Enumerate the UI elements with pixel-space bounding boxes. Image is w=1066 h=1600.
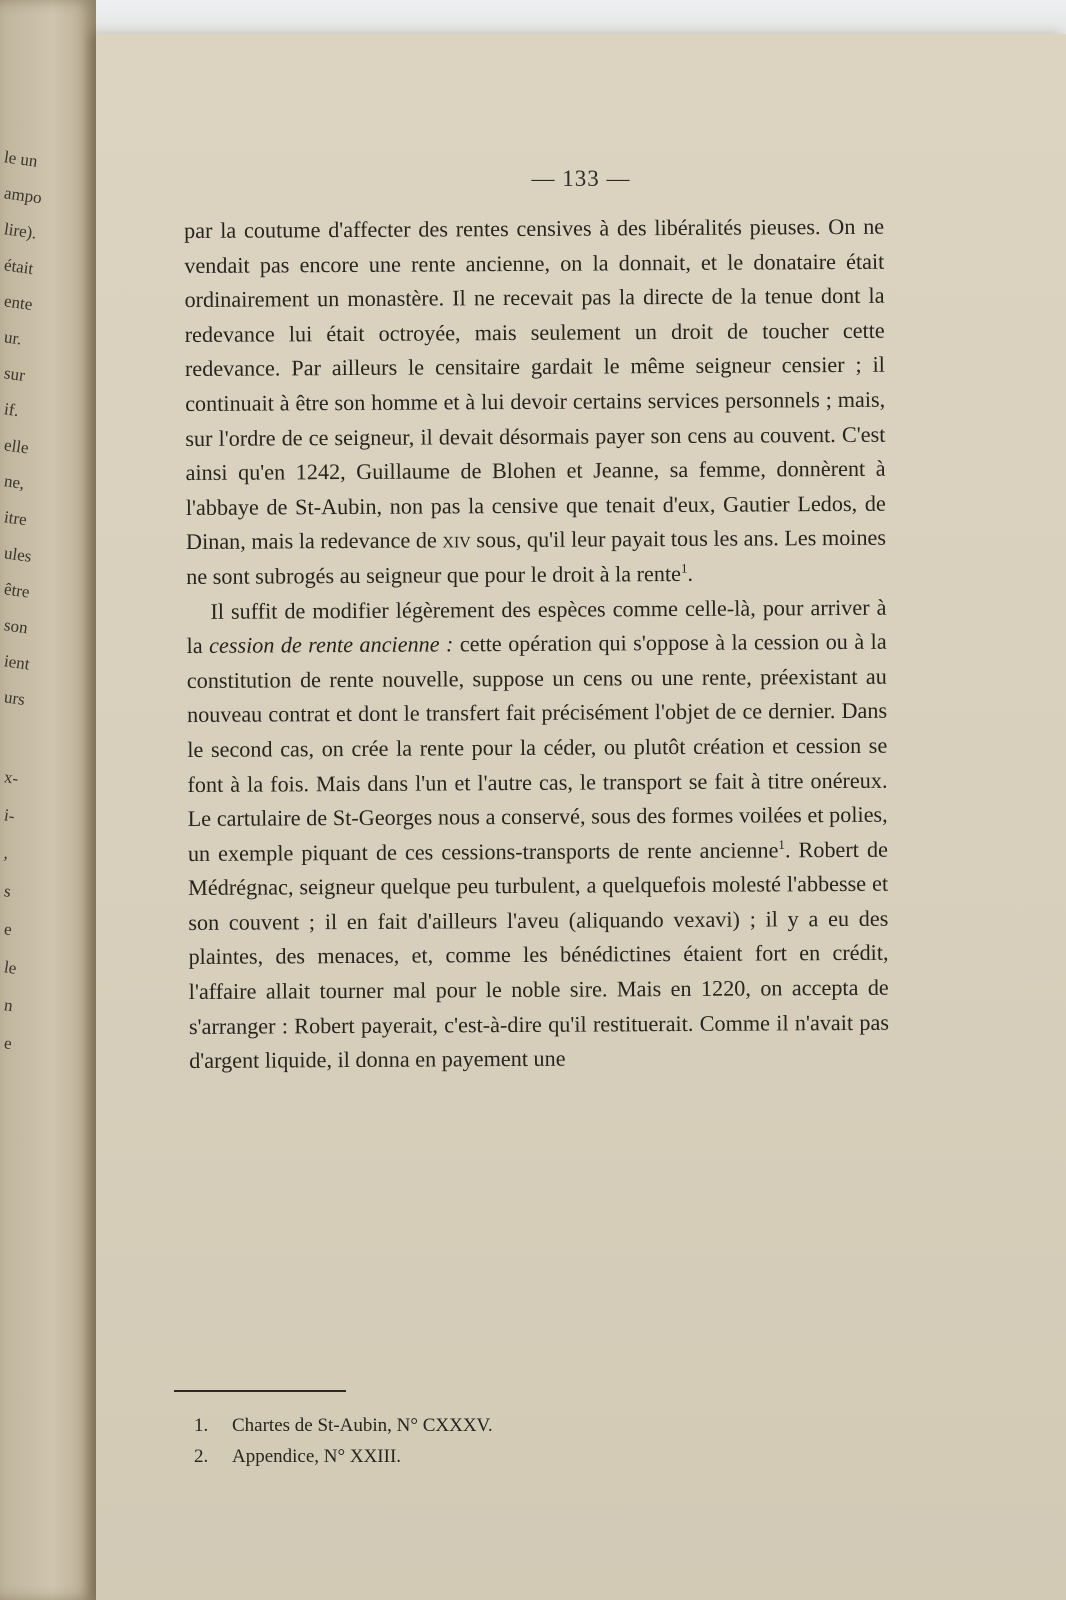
facing-page-fragment: ur.	[2, 327, 23, 349]
text-span: Il suffit de modifier légèrement des espèces comme celle-là, pour arriver à la	[186, 594, 887, 659]
text-span: xiv	[442, 527, 471, 553]
footnote-number: 2.	[194, 1446, 209, 1467]
facing-page	[0, 0, 96, 1600]
facing-page-fragment: itre	[2, 507, 29, 530]
facing-page-fragment: x-	[2, 767, 20, 789]
footnote	[194, 1441, 794, 1472]
facing-page-fragment: ules	[2, 543, 33, 566]
footnote-ref: 1	[778, 836, 785, 852]
facing-page-fragment: urs	[2, 687, 27, 710]
footnote-ref: 1	[680, 560, 688, 576]
facing-page-fragment: lire).	[2, 219, 38, 243]
facing-page-fragment: était	[2, 255, 35, 279]
footnote-text: Appendice, N° XXIII.	[232, 1446, 402, 1467]
book-page	[96, 34, 1066, 1600]
facing-page-fragment: elle	[2, 435, 30, 458]
facing-page-fragment: le un	[2, 147, 39, 171]
text-span: . Robert de Médrégnac, seigneur quelque peu turbulent, a quelquefois molesté l'abbesse et son couvent ; il en fait d'ailleurs l'aveu (aliquando vexavi) ; il y a eu des plaintes, des menaces, et, comme les bénédictines étaient fort en crédit, l'affaire allait tourner mal pour le noble sire. Mais en 1220, on accepta de s'arranger : Robert payerait, c'est-à-dire qu'il restituerait. Comme il n'avait pas d'argent liquide, il donna en payement une	[188, 836, 890, 1074]
text-span: par la coutume d'affecter des rentes censives à des libéralités pieuses. On ne vendait pas encore une rente ancienne, on la donnait, et le donataire était ordinairement un monastère. Il ne recevait pas la directe de la tenue dont la redevance lui était octroyée, mais seulement un droit de toucher cette redevance. Par ailleurs le censitaire gardait le même seigneur censier ; il continuait à être son homme et à lui devoir certains services personnels ; mais, sur l'ordre de ce seigneur, il devait désormais payer son cens au couvent. C'est ainsi qu'en 1242, Guillaume de Blohen et Jeanne, sa femme, donnèrent à l'abbaye de St-Aubin, non pas la censive que tenait d'eux, Gautier Ledos, de Dinan, mais la redevance de	[184, 213, 886, 555]
facing-page-fragment: n	[2, 995, 15, 1016]
facing-page-fragment: e	[2, 919, 14, 940]
facing-page-fragment: être	[2, 579, 31, 602]
facing-page-fragment: le	[2, 957, 18, 978]
body-text	[184, 210, 889, 1079]
facing-page-fragment: s	[2, 881, 13, 902]
footnotes	[194, 1410, 794, 1472]
footnote-number: 1.	[194, 1415, 209, 1436]
text-span: .	[687, 560, 694, 586]
footnote-rule	[174, 1390, 346, 1392]
facing-page-fragment: i-	[2, 805, 16, 826]
facing-page-fragment: e	[2, 1033, 14, 1054]
facing-page-fragment: ente	[2, 291, 34, 315]
paragraph	[184, 210, 886, 595]
footnote-text: Chartes de St-Aubin, N° CXXXV.	[232, 1415, 493, 1436]
text-span: cession de rente ancienne :	[209, 631, 454, 658]
facing-page-fragment: son	[2, 615, 29, 638]
paragraph	[186, 590, 889, 1079]
facing-page-fragment: ient	[2, 651, 31, 674]
facing-page-fragment: if.	[2, 399, 21, 421]
page-number: — 133 —	[531, 166, 631, 191]
text-span: sous, qu'il leur payait tous les ans. Les moines ne sont subrogés au seigneur que pour le droit à la rente	[186, 525, 887, 589]
facing-page-fragment: ne,	[2, 471, 26, 493]
facing-page-fragment: ampo	[2, 183, 43, 208]
text-span: cette opération qui s'oppose à la cession ou à la constitution de rente nouvelle, suppose un cens ou une rente, préexistant au nouveau contrat et dont le transfert fait précisément l'objet de ce dernier. Dans le second cas, on crée la rente pour la céder, ou plutôt création et cession se font à la fois. Mais dans l'un et l'autre cas, le transport se fait à titre onéreux. Le cartulaire de St-Georges nous a conservé, sous des formes voilées et polies, un exemple piquant de ces cessions-transports de rente ancienne	[186, 628, 888, 866]
facing-page-fragment: ,	[2, 843, 10, 863]
footnote	[194, 1410, 794, 1441]
facing-page-fragment: sur	[2, 363, 27, 386]
